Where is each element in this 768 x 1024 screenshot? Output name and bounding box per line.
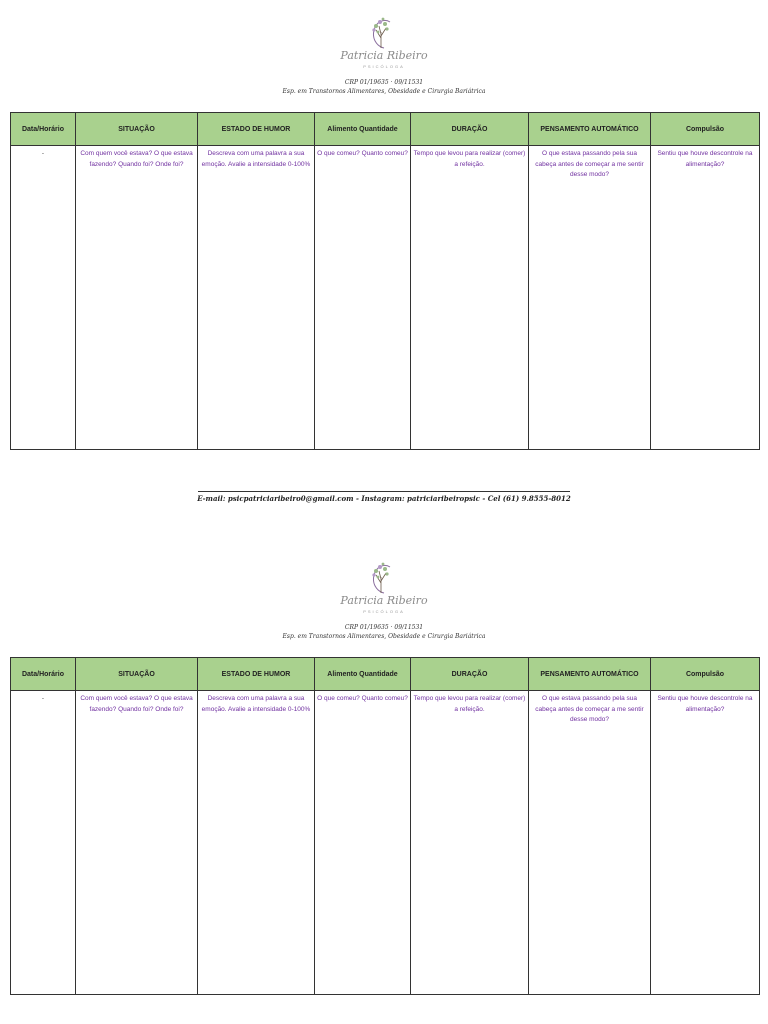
column-header: Data/Horário [11, 658, 76, 691]
column-header: Data/Horário [11, 113, 76, 146]
column-header: Compulsão [651, 658, 760, 691]
column-header: PENSAMENTO AUTOMÁTICO [529, 658, 651, 691]
crp-line: CRP 01/19635 · 09/11531 [344, 624, 424, 631]
table-cell[interactable]: - [11, 691, 76, 995]
table-cell[interactable]: O que estava passando pela sua cabeça antes de começar a me sentir desse modo? [529, 146, 651, 450]
specialty-line: Esp. em Transtornos Alimentares, Obesidade e Cirurgia Bariátrica [282, 88, 486, 95]
logo-subtitle: PSICÓLOGA [363, 64, 405, 69]
contact-footer: E-mail: psicpatriciaribeiro0@gmail.com - Instagram: patriciaribeiropsic - Cel (61) 9.8555-8012 [197, 494, 571, 503]
table-row [11, 691, 760, 995]
table-cell[interactable]: Sentiu que houve descontrole na alimentação? [651, 146, 760, 450]
logo-name: Patricia Ribeiro [340, 594, 428, 607]
logo-name: Patricia Ribeiro [340, 49, 428, 62]
table-cell[interactable]: O que comeu? Quanto comeu? [315, 146, 411, 450]
logo [334, 8, 434, 72]
column-header: SITUAÇÃO [76, 113, 198, 146]
tree-head-icon [334, 553, 434, 617]
record-table [10, 657, 760, 995]
logo-subtitle: PSICÓLOGA [363, 609, 405, 614]
column-header: ESTADO DE HUMOR [198, 113, 315, 146]
table-cell[interactable]: Tempo que levou para realizar (comer) a refeição. [411, 691, 529, 995]
crp-line: CRP 01/19635 · 09/11531 [344, 79, 424, 86]
table-row [11, 146, 760, 450]
table-cell[interactable]: Com quem você estava? O que estava fazendo? Quando foi? Onde foi? [76, 691, 198, 995]
tree-head-icon [334, 8, 434, 72]
column-header: DURAÇÃO [411, 658, 529, 691]
column-header: DURAÇÃO [411, 113, 529, 146]
table-header-row [11, 658, 760, 691]
specialty-line: Esp. em Transtornos Alimentares, Obesidade e Cirurgia Bariátrica [282, 633, 486, 640]
table-cell[interactable]: Descreva com uma palavra a sua emoção. Avalie a intensidade 0-100% [198, 146, 315, 450]
table-cell[interactable]: Com quem você estava? O que estava fazendo? Quando foi? Onde foi? [76, 146, 198, 450]
column-header: ESTADO DE HUMOR [198, 658, 315, 691]
table-header-row [11, 113, 760, 146]
column-header: PENSAMENTO AUTOMÁTICO [529, 113, 651, 146]
column-header: Alimento Quantidade [315, 658, 411, 691]
table-cell[interactable]: O que comeu? Quanto comeu? [315, 691, 411, 995]
table-cell[interactable]: O que estava passando pela sua cabeça antes de começar a me sentir desse modo? [529, 691, 651, 995]
table-cell[interactable]: Sentiu que houve descontrole na alimentação? [651, 691, 760, 995]
footer-divider [198, 491, 570, 492]
column-header: Alimento Quantidade [315, 113, 411, 146]
record-table [10, 112, 760, 450]
table-cell[interactable]: Descreva com uma palavra a sua emoção. Avalie a intensidade 0-100% [198, 691, 315, 995]
logo [334, 553, 434, 617]
table-cell[interactable]: - [11, 146, 76, 450]
column-header: SITUAÇÃO [76, 658, 198, 691]
table-cell[interactable]: Tempo que levou para realizar (comer) a refeição. [411, 146, 529, 450]
column-header: Compulsão [651, 113, 760, 146]
